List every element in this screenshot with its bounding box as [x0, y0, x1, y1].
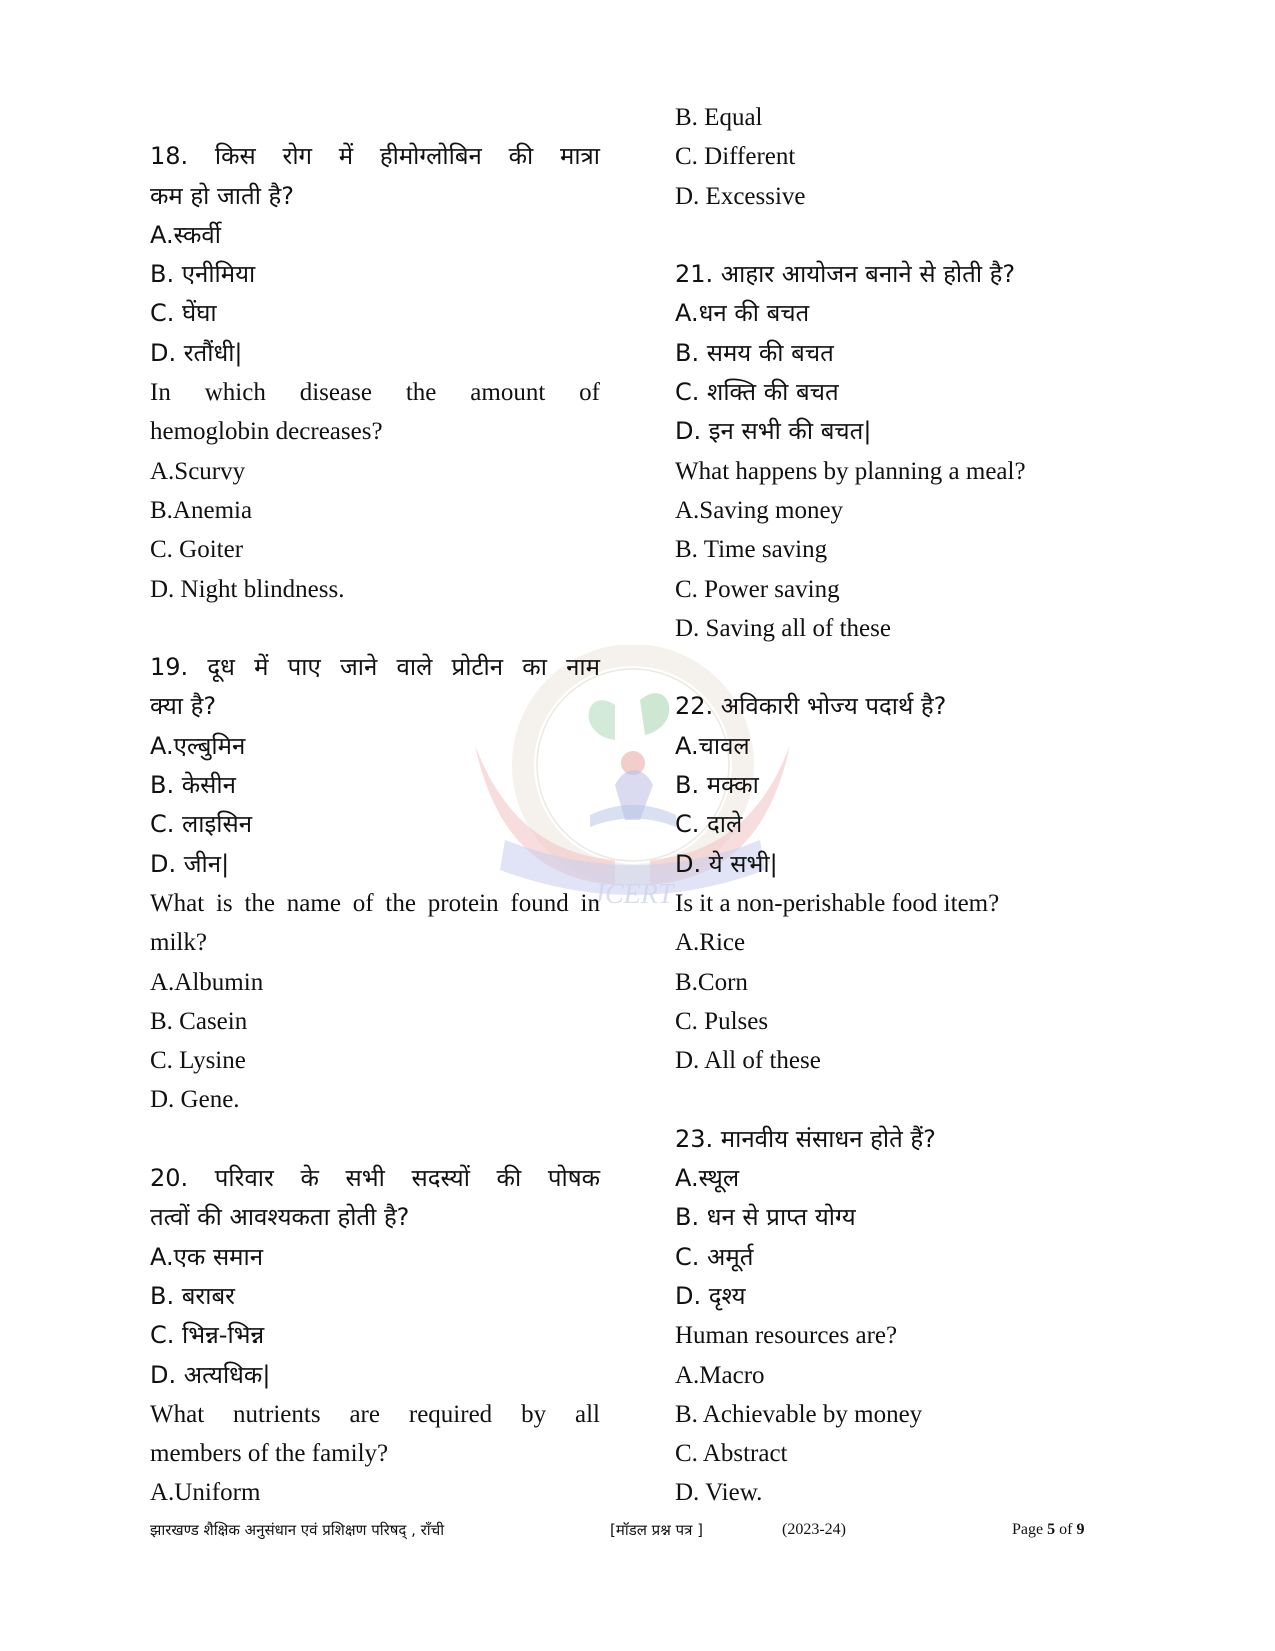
q22-hindi-option-b: B. मक्का [675, 771, 759, 800]
q21-english-question: What happens by planning a meal? [675, 457, 1026, 485]
q18-hindi-option-a: A.स्कर्वी [150, 220, 221, 249]
right-column [675, 98, 1115, 1513]
q18-english-option-c: C. Goiter [150, 536, 244, 564]
q20-english-option-b: B. Equal [675, 104, 763, 131]
q21-english-option-b: B. Time saving [675, 536, 828, 564]
q21-hindi-question: 21. आहार आयोजन बनाने से होती है? [675, 260, 1016, 289]
left-column [150, 98, 600, 1513]
q22-hindi-question: 22. अविकारी भोज्य पदार्थ है? [675, 692, 947, 721]
q18-english-option-b: B.Anemia [150, 496, 253, 524]
q18-hindi-option-d: D. रतौंधी| [150, 338, 243, 367]
q19-hindi-option-a: A.एल्बुमिन [150, 731, 246, 760]
q23-english-option-d: D. View. [675, 1479, 763, 1507]
q18-english-line1: In which disease the amount of [150, 379, 600, 407]
q20-english-option-c: C. Different [675, 143, 796, 171]
footer-paper-type: [मॉडल प्रश्न पत्र ] [610, 1521, 703, 1539]
q20-hindi-line2: तत्वों की आवश्यकता होती है? [150, 1203, 410, 1232]
q20-hindi-option-c: C. भिन्न-भिन्न [150, 1321, 265, 1350]
q22-english-option-c: C. Pulses [675, 1007, 769, 1035]
q20-english-option-d: D. Excessive [675, 182, 806, 210]
q22-english-option-b: B.Corn [675, 968, 748, 996]
q22-english-option-a: A.Rice [675, 929, 746, 957]
page-total: 9 [1076, 1521, 1085, 1538]
q21-english-option-d: D. Saving all of these [675, 614, 891, 642]
q23-hindi-option-b: B. धन से प्राप्त योग्य [675, 1203, 856, 1232]
q21-english-option-c: C. Power saving [675, 575, 840, 603]
q20-english-option-a: A.Uniform [150, 1479, 261, 1507]
q23-english-option-a: A.Macro [675, 1361, 765, 1389]
q21-hindi-option-a: A.धन की बचत [675, 299, 810, 328]
q18-hindi-option-c: C. घेंघा [150, 299, 217, 328]
q20-english-line1: What nutrients are required by all [150, 1400, 600, 1428]
q22-hindi-option-a: A.चावल [675, 731, 750, 760]
q23-hindi-option-a: A.स्थूल [675, 1164, 740, 1193]
q18-english-line2: hemoglobin decreases? [150, 418, 383, 446]
q19-hindi-option-b: B. केसीन [150, 771, 236, 800]
q19-english-option-b: B. Casein [150, 1007, 248, 1035]
q23-hindi-question: 23. मानवीय संसाधन होते हैं? [675, 1124, 936, 1153]
q18-english-option-a: A.Scurvy [150, 457, 246, 485]
q19-hindi-option-d: D. जीन| [150, 849, 230, 878]
q20-hindi-line1: 20. परिवार के सभी सदस्यों की पोषक [150, 1164, 600, 1193]
q19-english-option-d: D. Gene. [150, 1086, 240, 1114]
q22-english-question: Is it a non-perishable food item? [675, 889, 1000, 917]
q19-hindi-line1: 19. दूध में पाए जाने वाले प्रोटीन का नाम [150, 653, 600, 682]
q19-english-line2: milk? [150, 929, 207, 957]
q22-hindi-option-d: D. ये सभी| [675, 849, 778, 878]
q19-english-line1: What is the name of the protein found in [150, 889, 600, 917]
page-footer [150, 1518, 1100, 1542]
q19-hindi-option-c: C. लाइसिन [150, 810, 253, 839]
watermark-text: JCERT [592, 879, 674, 910]
q20-english-line2: members of the family? [150, 1440, 389, 1468]
q20-hindi-option-d: D. अत्यधिक| [150, 1360, 271, 1389]
q18-hindi-option-b: B. एनीमिया [150, 260, 256, 289]
q22-english-option-d: D. All of these [675, 1047, 821, 1075]
q23-english-option-c: C. Abstract [675, 1440, 788, 1468]
q20-hindi-option-b: B. बराबर [150, 1281, 235, 1310]
q21-hindi-option-c: C. शक्ति की बचत [675, 378, 839, 407]
page-of: of [1055, 1521, 1077, 1538]
q23-hindi-option-c: C. अमूर्त [675, 1242, 754, 1271]
footer-year: (2023-24) [782, 1521, 846, 1538]
q21-hindi-option-d: D. इन सभी की बचत| [675, 417, 872, 446]
q22-hindi-option-c: C. दाले [675, 810, 743, 839]
page-prefix: Page [1012, 1521, 1048, 1538]
q23-english-question: Human resources are? [675, 1322, 898, 1350]
q19-english-option-a: A.Albumin [150, 968, 264, 996]
q19-english-option-c: C. Lysine [150, 1047, 246, 1075]
q20-hindi-option-a: A.एक समान [150, 1242, 264, 1271]
q23-english-option-b: B. Achievable by money [675, 1400, 923, 1428]
q18-english-option-d: D. Night blindness. [150, 575, 345, 603]
q23-hindi-option-d: D. दृश्य [675, 1281, 746, 1310]
footer-page-number [1012, 1518, 1084, 1542]
q19-hindi-line2: क्या है? [150, 692, 217, 721]
q18-hindi-line1: 18. किस रोग में हीमोग्लोबिन की मात्रा [150, 142, 600, 171]
page-current: 5 [1047, 1521, 1056, 1538]
q21-hindi-option-b: B. समय की बचत [675, 338, 834, 367]
footer-organization: झारखण्ड शैक्षिक अनुसंधान एवं प्रशिक्षण परिषद् , राँची [150, 1521, 445, 1539]
q18-hindi-line2: कम हो जाती है? [150, 181, 295, 210]
q21-english-option-a: A.Saving money [675, 496, 844, 524]
